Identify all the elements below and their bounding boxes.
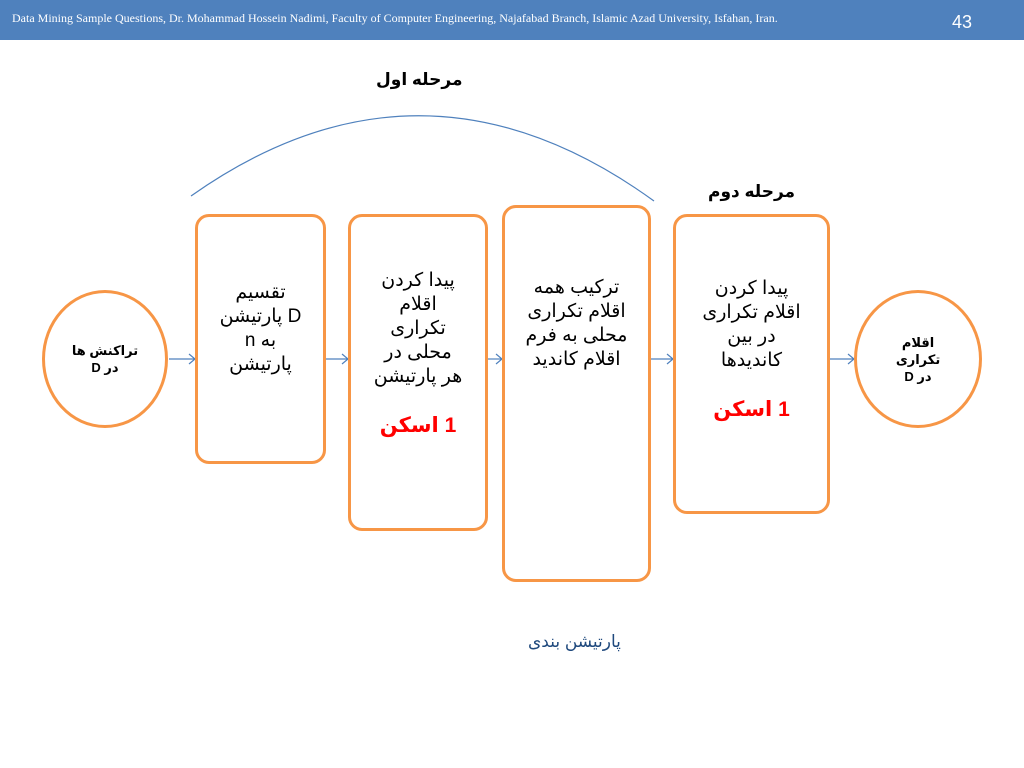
footer-caption: پارتیشن بندی [528,632,621,651]
stage-one-arc [191,116,654,201]
step3-line4: اقلام کاندید [532,349,621,370]
step4-line2: اقلام تکراری [702,302,801,323]
step1-line3: به n [244,330,277,351]
step1-line4: پارتیشن [229,354,292,375]
step2-scan-label: 1 اسکن [379,414,457,437]
input-transactions-node [42,290,168,428]
output-node-line1: اقلام [901,334,935,350]
step4-scan-label: 1 اسکن [713,398,790,421]
slide-title: Data Mining Sample Questions, Dr. Mohammad Hossein Nadimi, Faculty of Computer Engineering, Najafabad Branch, Islamic Azad University, Isfahan, Iran. [12,11,778,25]
arrow-step1-to-step2 [326,354,348,364]
step1-line2: D پارتیشن [219,306,302,327]
output-node-line2: تکراری [895,351,941,367]
arrow-step3-to-step4 [651,354,673,364]
input-node-line2: در D [91,360,119,375]
step3-line3: محلی به فرم [525,325,628,346]
output-node-line3: در D [904,368,932,384]
step1-line1: تقسیم [235,282,286,303]
step4-line4: کاندیدها [720,350,783,371]
input-node-line1: تراکنش ها [71,343,139,358]
stage-one-label: مرحله اول [376,70,463,89]
output-frequent-items-node [854,290,982,428]
step2-line1: پیدا کردن [381,270,455,291]
step-global-frequent-box [673,214,830,514]
step3-line2: اقلام تکراری [527,301,626,322]
arrow-input-to-step1 [169,354,195,364]
page-number: 43 [951,12,972,32]
step-partition-box [195,214,326,464]
step2-line3: تکراری [390,318,446,339]
step-local-frequent-box [348,214,488,531]
step4-line1: پیدا کردن [714,278,789,299]
step2-line2: اقلام [399,294,437,315]
step2-line5: هر پارتیشن [373,366,463,387]
step3-line1: ترکیب همه [533,277,620,298]
arrow-step2-to-step3 [488,354,502,364]
stage-two-label: مرحله دوم [708,182,796,201]
step4-line3: در بین [727,326,776,347]
arrow-step4-to-output [830,354,854,364]
step2-line4: محلی در [384,342,452,363]
step-combine-candidates-box [502,205,651,582]
